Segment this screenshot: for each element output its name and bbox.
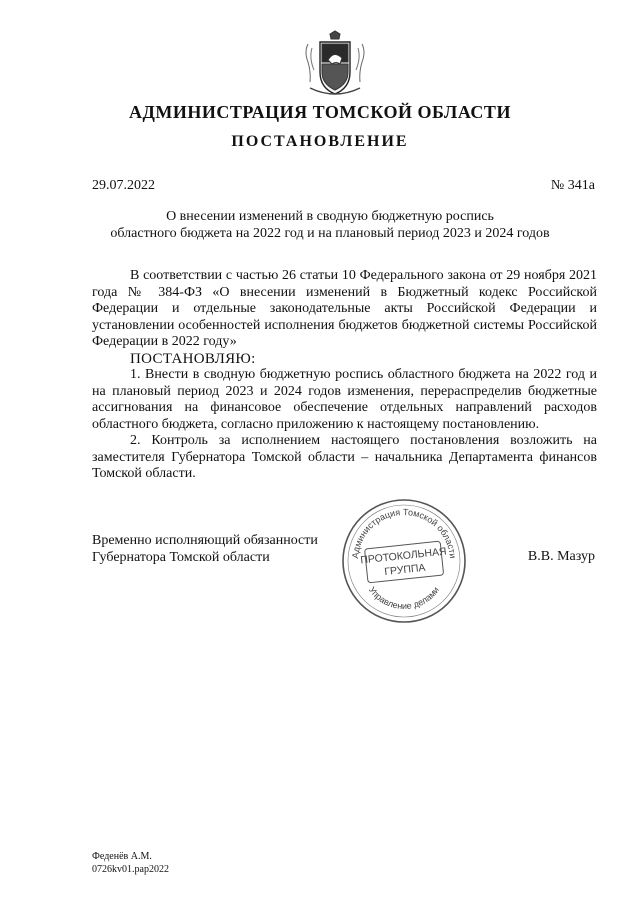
subject-line-2: областного бюджета на 2022 год и на плановый период 2023 и 2024 годов [110, 226, 550, 241]
stamp-outer-top-text: Администрация Томской области [350, 506, 458, 559]
coat-of-arms-emblem [300, 30, 370, 102]
executor-info [92, 850, 169, 876]
official-stamp [340, 497, 468, 625]
signatory-position-line-2: Губернатора Томской области [92, 550, 270, 565]
executor-name: Феденёв А.М. [92, 851, 152, 862]
stamp-center-line-1: ПРОТОКОЛЬНАЯ [359, 545, 448, 567]
signatory-name: В.В. Мазур [527, 549, 595, 564]
signatory-position [92, 532, 318, 566]
decree-item-2: 2. Контроль за исполнением настоящего постановления возложить на заместителя Губернатора Томской области – начальника Департамента финансов Томской области. [92, 433, 597, 481]
decree-word: ПОСТАНОВЛЯЮ: [130, 350, 256, 367]
organization-title: АДМИНИСТРАЦИЯ ТОМСКОЙ ОБЛАСТИ [129, 102, 511, 122]
preamble-paragraph: В соответствии с частью 26 статьи 10 Федерального закона от 29 ноября 2021 года № 384-ФЗ «О внесении изменений в Бюджетный кодекс Российской Федерации и отдельные законодательные акты Российской Федерации и установлении особенностей исполнения бюджетов бюджетной системы Российской Федерации в 2022 году» [92, 268, 597, 349]
stamp-center-line-2: ГРУППА [383, 561, 427, 579]
document-type-title: ПОСТАНОВЛЕНИЕ [231, 133, 409, 150]
stamp-outer-bottom-text: Управление делами [366, 584, 442, 612]
decree-item-1: 1. Внести в сводную бюджетную роспись областного бюджета на 2022 год и на плановый период 2023 и 2024 годов изменения, перераспределив бюджетные ассигнования на финансовое обеспечение отдельных направлений расходов областного бюджета, согласно приложению к настоящему постановлению. [92, 367, 597, 432]
document-body [92, 268, 597, 483]
document-number: № 341а [550, 178, 595, 193]
signatory-position-line-1: Временно исполняющий обязанности [92, 533, 318, 548]
document-subject [70, 208, 590, 242]
file-code: 0726kv01.pap2022 [92, 864, 169, 875]
document-date: 29.07.2022 [92, 178, 155, 193]
subject-line-1: О внесении изменений в сводную бюджетную роспись [166, 209, 494, 224]
